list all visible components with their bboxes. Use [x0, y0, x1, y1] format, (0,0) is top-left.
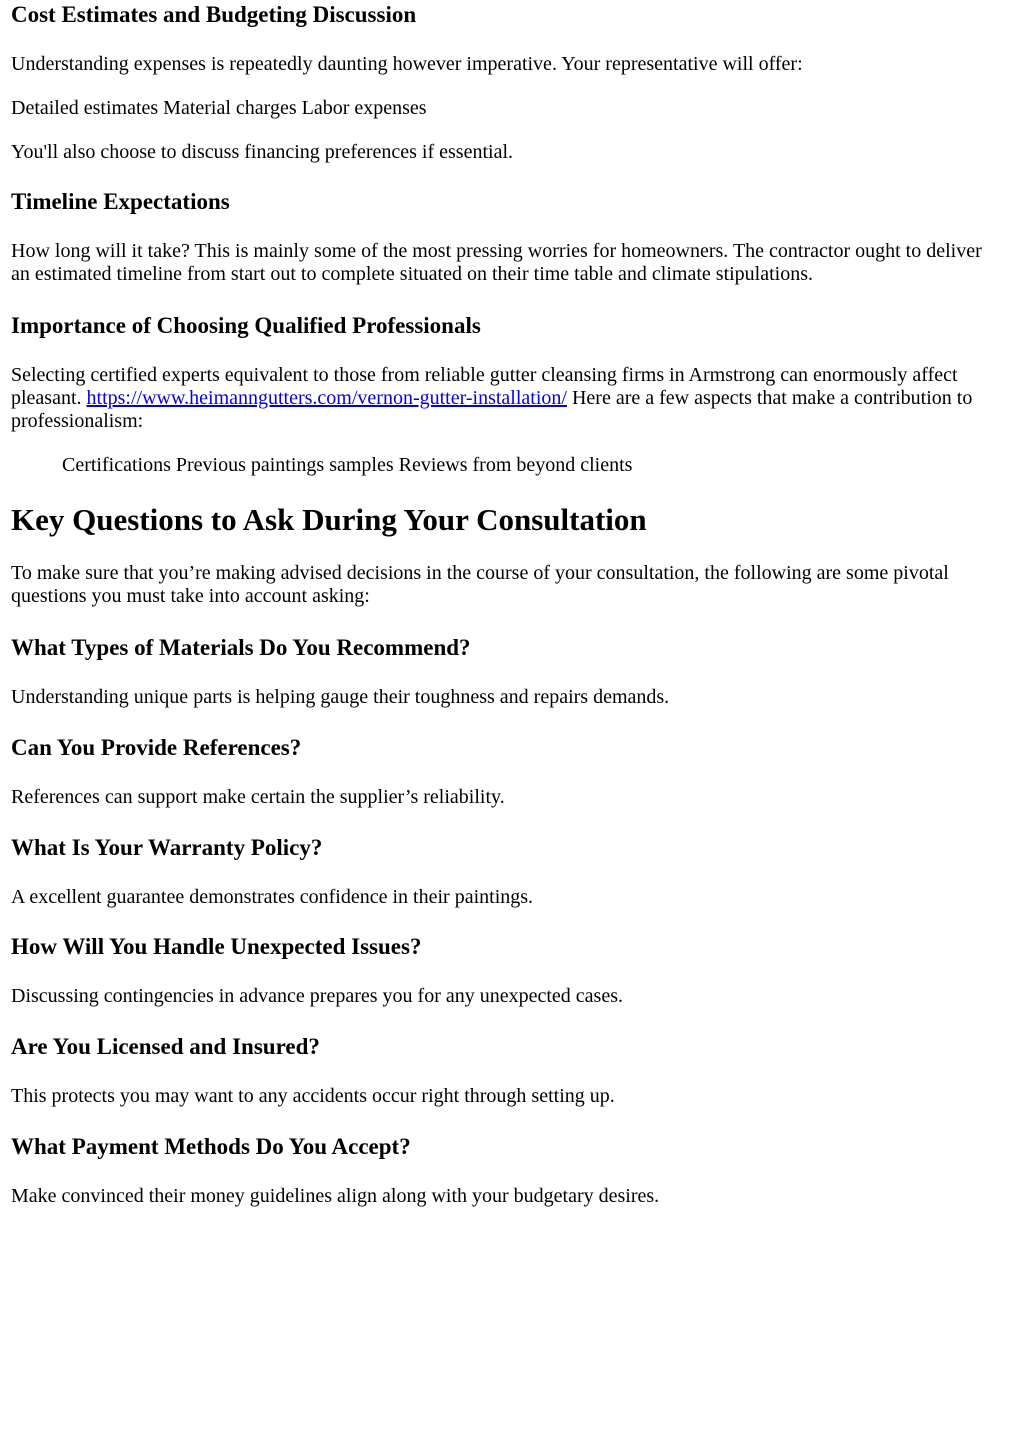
professionals-paragraph-line-1: Selecting certified experts equivalent to those from reliable gutter cleansing firms in Armstrong can enormously affect [11, 364, 958, 386]
professionals-paragraph-line-2 [11, 387, 1017, 410]
answer-unexpected-issues: Discussing contingencies in advance prepares you for any unexpected cases. [11, 985, 624, 1007]
professionals-line-2-prefix: pleasant. [11, 387, 87, 409]
answer-payment-methods: Make convinced their money guidelines align along with your budgetary desires. [11, 1185, 660, 1207]
answer-references: References can support make certain the supplier’s reliability. [11, 786, 505, 808]
key-questions-intro-line-2: questions you must take into account asking: [11, 585, 370, 607]
key-questions-title: Key Questions to Ask During Your Consultation [11, 502, 647, 537]
question-heading-references: Can You Provide References? [11, 735, 302, 760]
timeline-paragraph-line-2: an estimated timeline from start out to complete situated on their time table and climate stipulations. [11, 263, 814, 285]
section-heading-cost-estimates: Cost Estimates and Budgeting Discussion [11, 2, 417, 27]
timeline-paragraph-line-1: How long will it take? This is mainly some of the most pressing worries for homeowners. The contractor ought to deliver [11, 240, 982, 262]
section-heading-timeline: Timeline Expectations [11, 189, 230, 214]
question-heading-warranty: What Is Your Warranty Policy? [11, 835, 323, 860]
key-questions-intro-line-1: To make sure that you’re making advised decisions in the course of your consultation, the following are some pivotal [11, 562, 949, 584]
answer-licensed-insured: This protects you may want to any accidents occur right through setting up. [11, 1085, 615, 1107]
question-heading-unexpected-issues: How Will You Handle Unexpected Issues? [11, 934, 422, 959]
professionals-blockquote-list: Certifications Previous paintings samples Reviews from beyond clients [62, 454, 633, 476]
cost-items-list: Detailed estimates Material charges Labor expenses [11, 97, 427, 119]
heimann-gutters-link[interactable]: https://www.heimanngutters.com/vernon-gutter-installation/ [86, 387, 567, 409]
section-heading-qualified-professionals: Importance of Choosing Qualified Professionals [11, 313, 481, 338]
answer-warranty: A excellent guarantee demonstrates confidence in their paintings. [11, 886, 534, 908]
professionals-paragraph-line-3: professionalism: [11, 410, 144, 432]
cost-intro-paragraph: Understanding expenses is repeatedly daunting however imperative. Your representative will offer: [11, 53, 803, 75]
question-heading-materials: What Types of Materials Do You Recommend? [11, 635, 471, 660]
professionals-line-2-suffix: Here are a few aspects that make a contribution to [566, 387, 973, 409]
answer-materials: Understanding unique parts is helping gauge their toughness and repairs demands. [11, 686, 670, 708]
question-heading-licensed-insured: Are You Licensed and Insured? [11, 1034, 320, 1059]
cost-outro-paragraph: You'll also choose to discuss financing preferences if essential. [11, 141, 514, 163]
question-heading-payment-methods: What Payment Methods Do You Accept? [11, 1134, 411, 1159]
